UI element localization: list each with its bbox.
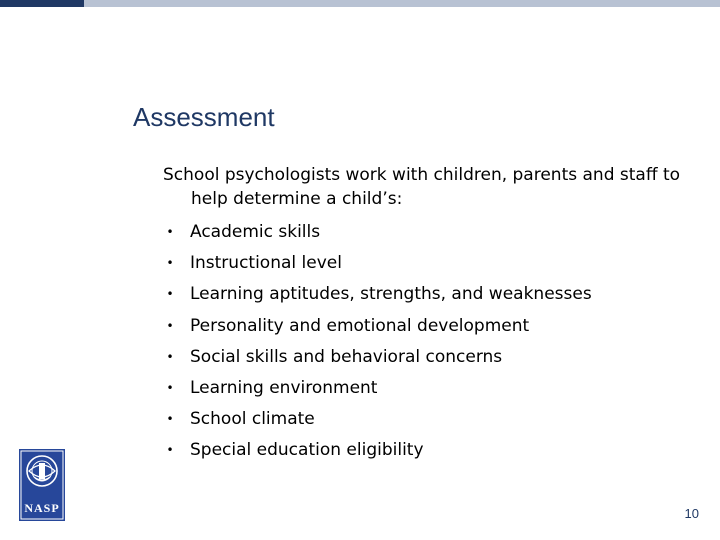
svg-text:NASP: NASP [24, 501, 60, 515]
bullet-icon: • [166, 443, 174, 458]
top-accent-bar-dark [0, 0, 84, 7]
top-accent-bar-light [84, 0, 720, 7]
intro-paragraph: School psychologists work with children, parents and staff to help determine a child’s: [163, 165, 681, 209]
slide-title: Assessment [133, 102, 275, 132]
bullet-icon: • [166, 349, 174, 364]
bullet-icon: • [166, 225, 174, 239]
bullet-icon: • [166, 412, 174, 427]
bullet-icon: • [166, 256, 174, 271]
bullet-icon: • [166, 318, 174, 333]
page-number: 10 [684, 506, 699, 521]
bullet-icon: • [166, 287, 174, 302]
bullet-icon: • [166, 380, 174, 395]
nasp-emblem-icon [19, 449, 65, 521]
nasp-logo [19, 449, 65, 521]
